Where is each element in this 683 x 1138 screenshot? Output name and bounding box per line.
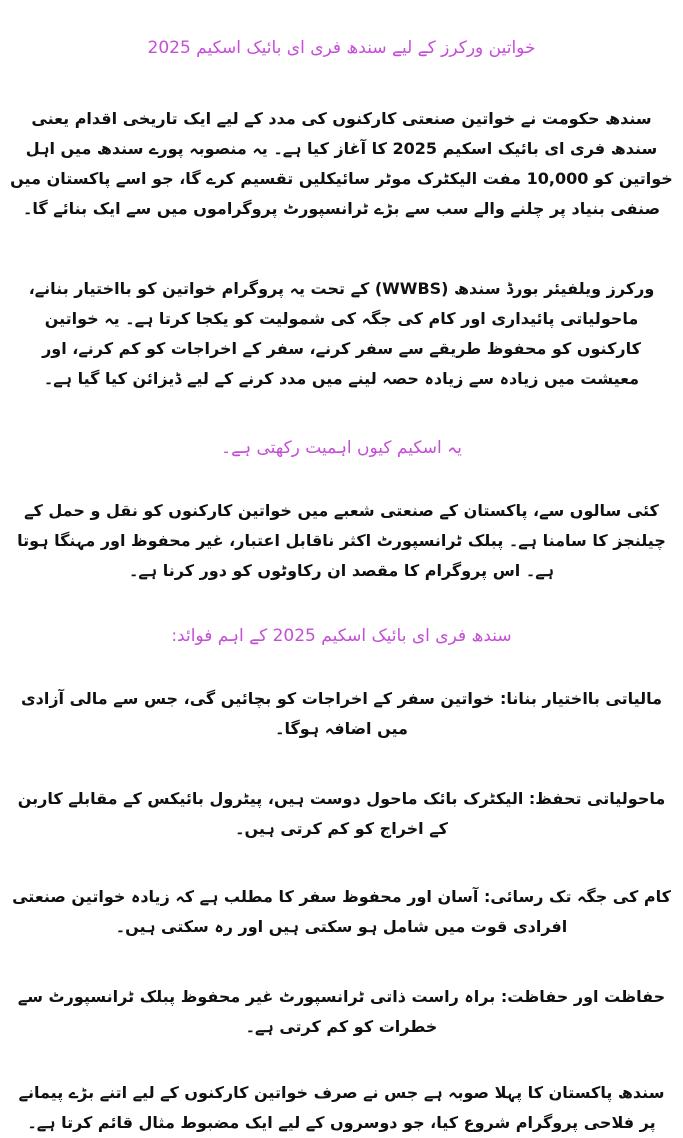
benefit-safety: حفاظت اور حفاظت: براہ راست ذاتی ٹرانسپورٹ غیر محفوظ پبلک ٹرانسپورٹ سے خطرات کو کم کرتی ہے۔ xyxy=(17,987,666,1036)
intro-paragraph: سندھ حکومت نے خواتین صنعتی کارکنوں کی مدد کے لیے ایک تاریخی اقدام یعنی سندھ فری ای بائیک اسکیم 2025 کا آغاز کیا ہے۔ یہ منصوبہ پورے سندھ میں اہل خواتین کو 10,000 مفت الیکٹرک موٹر سائیکلیں تقسیم کرے گا، جو اسے پاکستان میں صنفی بنیاد پر چلنے والے سب سے بڑے ٹرانسپورٹ پروگراموں میں سے ایک بنائے گا۔ xyxy=(10,109,673,218)
closing-paragraph: سندھ پاکستان کا پہلا صوبہ ہے جس نے صرف خواتین کارکنوں کے لیے اتنے بڑے پیمانے پر فلاحی پروگرام شروع کیا، جو دوسروں کے لیے ایک مضبوط مثال قائم کرتا ہے۔ xyxy=(18,1083,665,1132)
benefit-environmental-protection: ماحولیاتی تحفظ: الیکٹرک بائک ماحول دوست ہیں، پیٹرول بائیکس کے مقابلے کاربن کے اخراج کو کم کرتی ہیں۔ xyxy=(17,789,666,838)
benefit-workplace-access: کام کی جگہ تک رسائی: آسان اور محفوظ سفر کا مطلب ہے کہ زیادہ خواتین صنعتی افرادی قوت میں شامل ہو سکتی ہیں اور رہ سکتی ہیں۔ xyxy=(12,887,671,936)
benefit-financial-empowerment: مالیاتی بااختیار بنانا: خواتین سفر کے اخراجات کو بچائیں گی، جس سے مالی آزادی میں اضافہ ہوگا۔ xyxy=(20,689,663,738)
article-title: خواتین ورکرز کے لیے سندھ فری ای بائیک اسکیم 2025 xyxy=(147,38,536,58)
why-paragraph: کئی سالوں سے، پاکستان کے صنعتی شعبے میں خواتین کارکنوں کو نقل و حمل کے چیلنجز کا سامنا ہے۔ پبلک ٹرانسپورٹ اکثر ناقابل اعتبار، غیر محفوظ اور مہنگا ہوتا ہے۔ اس پروگرام کا مقصد ان رکاوٹوں کو دور کرنا ہے۔ xyxy=(17,501,666,580)
wwbs-paragraph: ورکرز ویلفیئر بورڈ سندھ (WWBS) کے تحت یہ پروگرام خواتین کو بااختیار بنانے، ماحولیاتی پائیداری اور کام کی جگہ کی شمولیت کو یکجا کرتا ہے۔ یہ خواتین کارکنوں کو محفوظ طریقے سے سفر کرنے، سفر کے اخراجات کو کم کرنے، اور معیشت میں زیادہ سے زیادہ حصہ لینے میں مدد کرنے کے لیے ڈیزائن کیا گیا ہے۔ xyxy=(28,279,655,388)
why-heading: یہ اسکیم کیوں اہمیت رکھتی ہے۔ xyxy=(221,438,462,458)
benefits-heading: سندھ فری ای بائیک اسکیم 2025 کے اہم فوائد: xyxy=(171,626,512,646)
